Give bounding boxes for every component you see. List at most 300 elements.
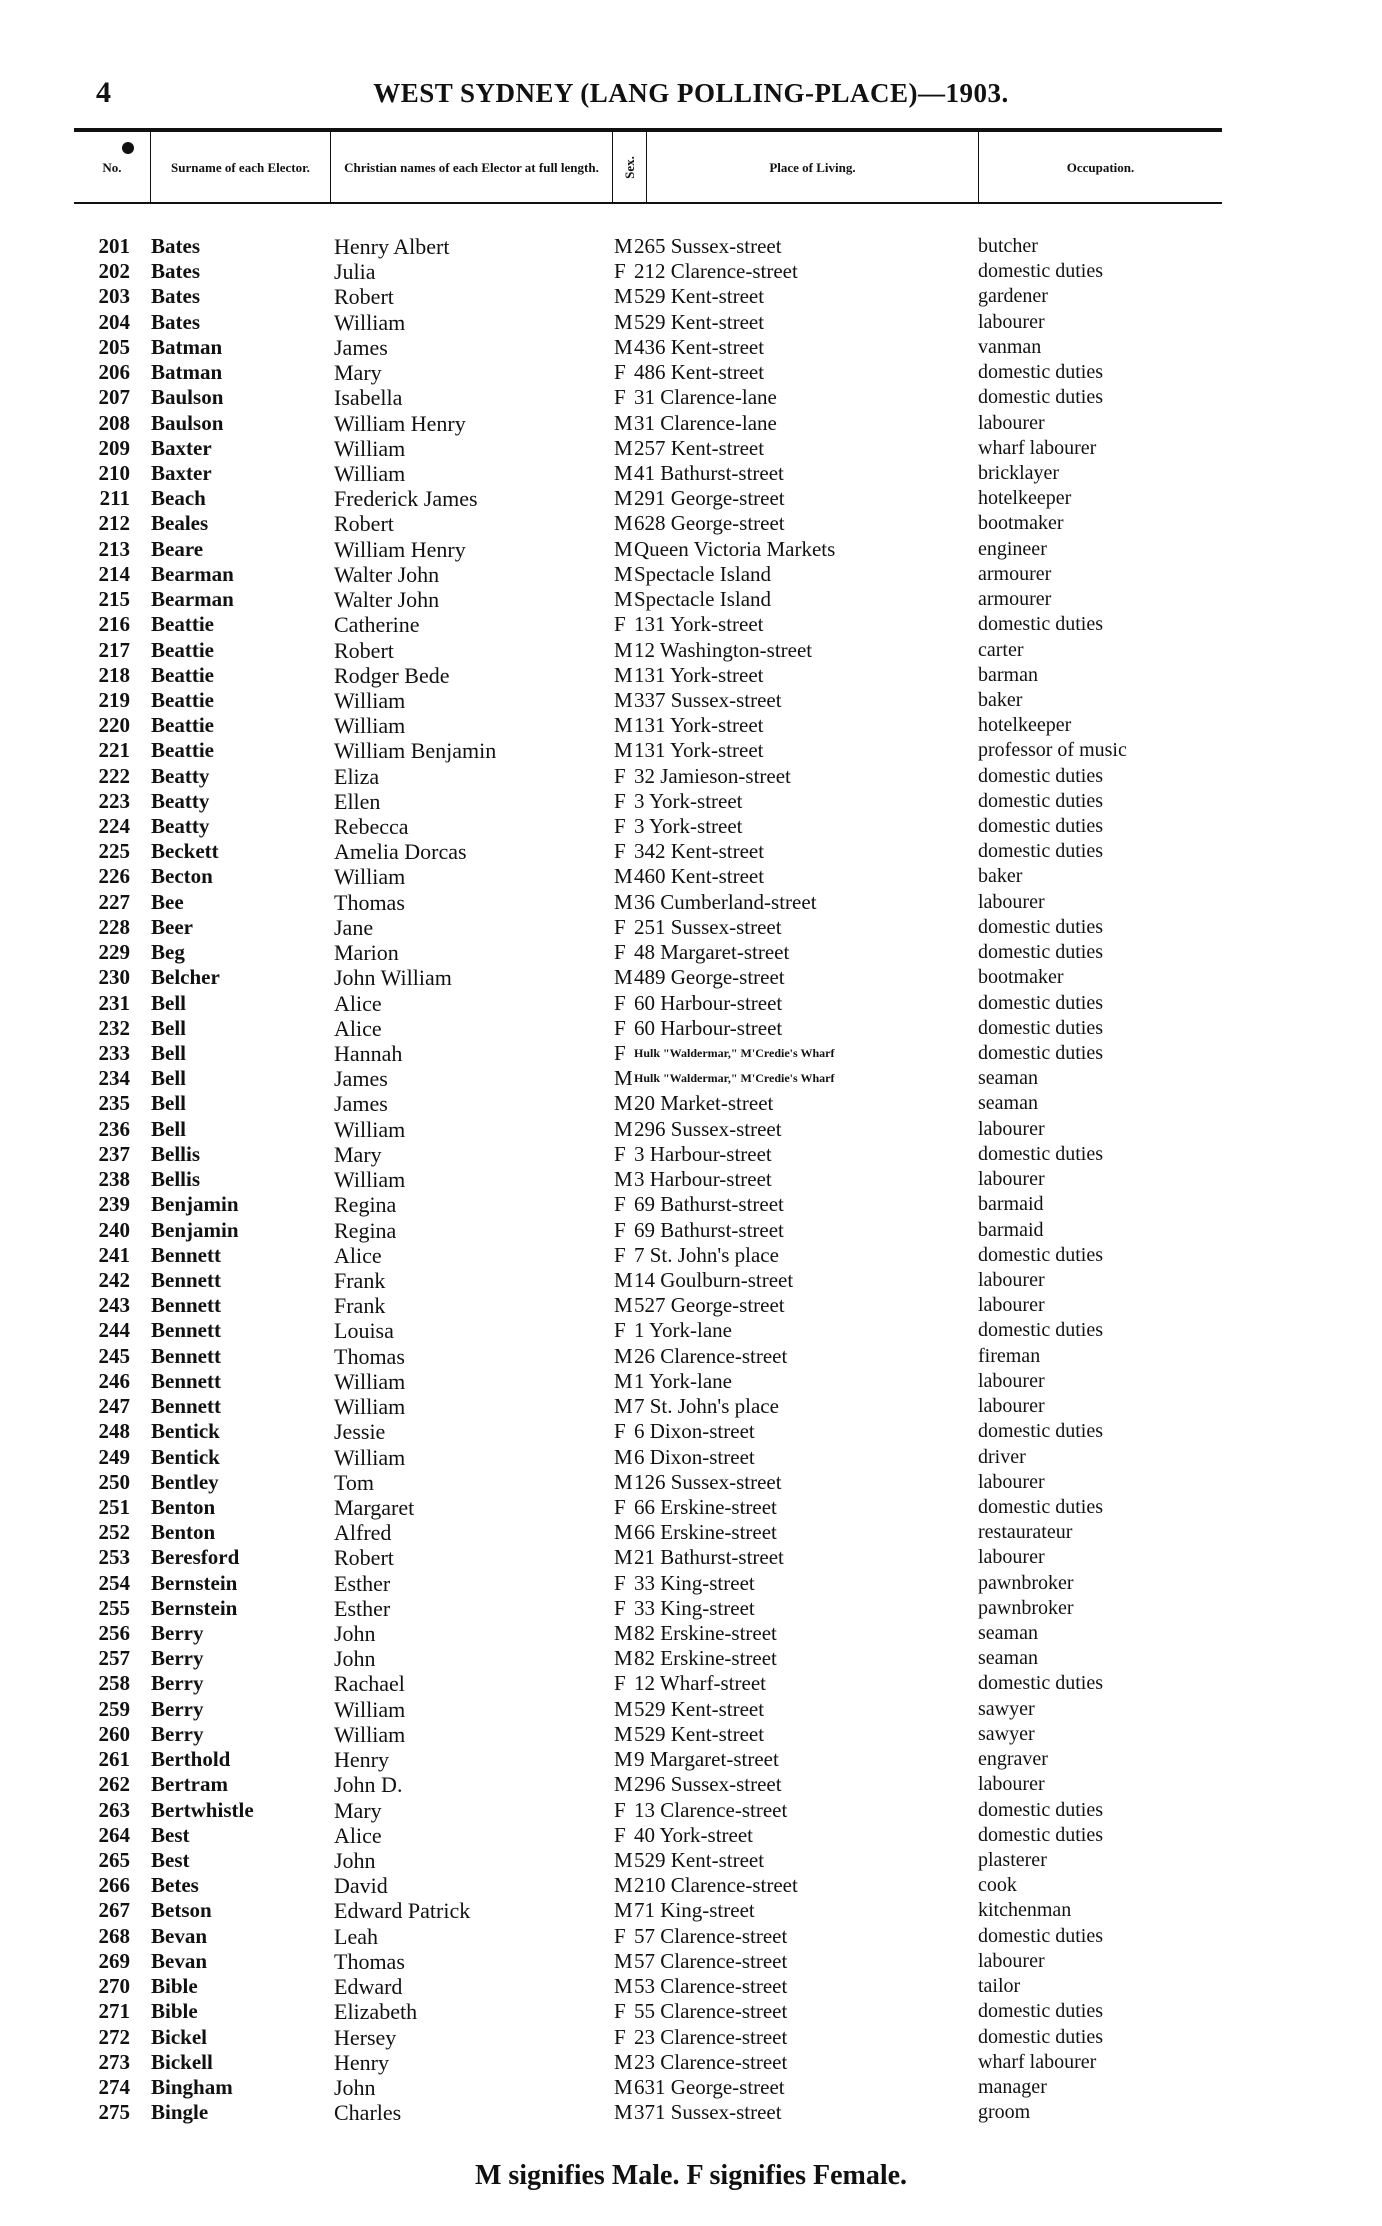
sex-cell: M (614, 284, 633, 309)
surname-cell: Berry (151, 1721, 204, 1746)
occupation-cell: labourer (978, 1470, 1045, 1493)
place-of-living-cell: 31 Clarence-lane (634, 385, 777, 410)
table-row (0, 1974, 1382, 1999)
surname-cell: Bentick (151, 1419, 220, 1444)
header-no: No. (102, 159, 122, 175)
elector-number: 201 (98, 234, 130, 258)
surname-cell: Beach (151, 486, 206, 511)
elector-number: 221 (98, 738, 130, 763)
occupation-cell: domestic duties (978, 361, 1103, 384)
elector-number: 243 (98, 1293, 130, 1318)
place-of-living-cell: 126 Sussex-street (634, 1469, 782, 1494)
surname-cell: Best (151, 1848, 190, 1872)
table-row (0, 890, 1382, 915)
occupation-cell: domestic duties (978, 1420, 1103, 1443)
christian-names-cell: Tom (334, 1469, 375, 1495)
sex-cell: M (614, 889, 633, 914)
surname-cell: Berthold (151, 1747, 231, 1772)
occupation-cell: pawnbroker (978, 1571, 1074, 1594)
christian-names-cell: Julia (334, 259, 376, 285)
table-row (0, 234, 1382, 259)
place-of-living-cell: 66 Erskine-street (634, 1494, 777, 1519)
christian-names-cell: William Benjamin (334, 738, 497, 764)
table-row (0, 1344, 1382, 1369)
place-of-living-cell: 32 Jamieson-street (634, 763, 791, 788)
table-row (0, 2075, 1382, 2100)
elector-number: 225 (98, 839, 130, 864)
place-of-living-cell: 1 York-lane (634, 1368, 732, 1393)
place-of-living-cell: 21 Bathurst-street (634, 1545, 784, 1570)
sex-cell: M (614, 864, 633, 889)
sex-cell: F (614, 1041, 626, 1065)
elector-number: 212 (98, 511, 130, 536)
surname-cell: Bible (151, 1974, 198, 1999)
place-of-living-cell: Hulk "Waldermar," M'Credie's Wharf (634, 1071, 835, 1086)
elector-number: 211 (99, 486, 130, 511)
surname-cell: Bevan (151, 1948, 208, 1973)
sex-cell: F (614, 940, 626, 965)
header-occupation: Occupation. (978, 132, 1222, 202)
place-of-living-cell: 436 Kent-street (634, 334, 765, 359)
table-row (0, 436, 1382, 461)
elector-number: 257 (98, 1646, 130, 1671)
elector-number: 216 (98, 612, 130, 637)
occupation-cell: gardener (978, 285, 1048, 308)
table-row (0, 486, 1382, 511)
occupation-cell: kitchenman (978, 1899, 1072, 1922)
surname-cell: Bellis (151, 1141, 201, 1166)
occupation-cell: bricklayer (978, 461, 1060, 484)
christian-names-cell: Robert (334, 637, 394, 663)
table-row (0, 1747, 1382, 1772)
place-of-living-cell: 337 Sussex-street (634, 687, 782, 712)
surname-cell: Beckett (151, 839, 219, 864)
elector-number: 266 (98, 1873, 130, 1898)
sex-cell: M (614, 511, 633, 536)
occupation-cell: carter (978, 638, 1024, 661)
sex-cell: F (614, 1494, 626, 1519)
sex-cell: M (614, 234, 633, 258)
surname-cell: Bates (151, 309, 200, 334)
place-of-living-cell: 529 Kent-street (634, 284, 765, 309)
christian-names-cell: Walter John (334, 561, 440, 587)
table-row (0, 2050, 1382, 2075)
place-of-living-cell: 460 Kent-street (634, 864, 765, 889)
christian-names-cell: William (334, 1368, 406, 1394)
place-of-living-cell: 131 York-street (634, 662, 764, 687)
table-row (0, 1142, 1382, 1167)
elector-number: 215 (98, 587, 130, 612)
sex-cell: M (614, 1394, 633, 1419)
place-of-living-cell: 7 St. John's place (634, 1394, 779, 1419)
occupation-cell: labourer (978, 1268, 1045, 1291)
table-row (0, 1999, 1382, 2024)
table-row (0, 1041, 1382, 1066)
header-sex (612, 132, 646, 202)
sex-cell: M (614, 536, 633, 561)
christian-names-cell: Rachael (334, 1671, 405, 1697)
sex-cell: F (614, 1797, 626, 1822)
christian-names-cell: John (334, 1646, 376, 1672)
occupation-cell: domestic duties (978, 260, 1103, 283)
surname-cell: Benjamin (151, 1192, 239, 1217)
occupation-cell: sawyer (978, 1722, 1035, 1745)
surname-cell: Beattie (151, 738, 214, 763)
elector-number: 205 (98, 334, 130, 359)
elector-number: 244 (98, 1318, 130, 1343)
place-of-living-cell: 55 Clarence-street (634, 1999, 788, 2024)
page-title: WEST SYDNEY (LANG POLLING-PLACE)—1903. (373, 78, 1009, 108)
elector-number: 235 (98, 1091, 130, 1116)
table-row (0, 1419, 1382, 1444)
occupation-cell: domestic duties (978, 1823, 1103, 1846)
place-of-living-cell: 31 Clarence-lane (634, 410, 777, 435)
place-of-living-cell: 131 York-street (634, 713, 764, 738)
christian-names-cell: William (334, 435, 406, 461)
elector-number: 270 (98, 1974, 130, 1999)
place-of-living-cell: 66 Erskine-street (634, 1520, 777, 1545)
elector-number: 202 (98, 259, 130, 284)
christian-names-cell: William (334, 713, 406, 739)
occupation-cell: labourer (978, 1168, 1045, 1191)
place-of-living-cell: 257 Kent-street (634, 435, 765, 460)
occupation-cell: domestic duties (978, 1016, 1103, 1039)
occupation-cell: domestic duties (978, 840, 1103, 863)
surname-cell: Beatty (151, 763, 210, 788)
place-of-living-cell: 631 George-street (634, 2074, 785, 2099)
table-row (0, 537, 1382, 562)
place-of-living-cell: 14 Goulburn-street (634, 1267, 794, 1292)
christian-names-cell: Edward Patrick (334, 1898, 471, 1924)
sex-cell: M (614, 1873, 633, 1898)
elector-number: 267 (98, 1898, 130, 1923)
sex-cell: M (614, 1696, 633, 1721)
surname-cell: Bates (151, 284, 200, 309)
surname-cell: Bates (151, 234, 200, 258)
christian-names-cell: Henry Albert (334, 234, 450, 259)
elector-number: 272 (98, 2024, 130, 2049)
occupation-cell: domestic duties (978, 815, 1103, 838)
occupation-cell: seaman (978, 1067, 1038, 1090)
elector-number: 217 (98, 637, 130, 662)
occupation-cell: barman (978, 663, 1038, 686)
place-of-living-cell: 36 Cumberland-street (634, 889, 817, 914)
occupation-cell: pawnbroker (978, 1596, 1074, 1619)
table-row (0, 1520, 1382, 1545)
elector-number: 232 (98, 1015, 130, 1040)
occupation-cell: barmaid (978, 1193, 1044, 1216)
surname-cell: Benton (151, 1494, 216, 1519)
surname-cell: Bellis (151, 1167, 201, 1192)
christian-names-cell: Isabella (334, 385, 403, 411)
surname-cell: Beare (151, 536, 204, 561)
surname-cell: Batman (151, 334, 223, 359)
christian-names-cell: Hannah (334, 1041, 403, 1066)
christian-names-cell: William (334, 309, 406, 335)
surname-cell: Bernstein (151, 1570, 238, 1595)
christian-names-cell: Regina (334, 1192, 397, 1218)
sex-cell: M (614, 1116, 633, 1141)
table-row (0, 1495, 1382, 1520)
elector-number: 255 (98, 1595, 130, 1620)
surname-cell: Berry (151, 1671, 204, 1696)
surname-cell: Bennett (151, 1242, 221, 1267)
christian-names-cell: Thomas (334, 1343, 405, 1369)
christian-names-cell: Robert (334, 511, 394, 537)
occupation-cell: cook (978, 1874, 1017, 1897)
place-of-living-cell: 7 St. John's place (634, 1242, 779, 1267)
table-row (0, 1772, 1382, 1797)
christian-names-cell: William (334, 1116, 406, 1142)
elector-number: 209 (98, 435, 130, 460)
place-of-living-cell: 529 Kent-street (634, 1696, 765, 1721)
table-row (0, 940, 1382, 965)
place-of-living-cell: 23 Clarence-street (634, 2049, 788, 2074)
place-of-living-cell: 6 Dixon-street (634, 1419, 755, 1444)
surname-cell: Beales (151, 511, 209, 536)
christian-names-cell: Regina (334, 1217, 397, 1243)
surname-cell: Best (151, 1822, 190, 1847)
place-of-living-cell: 527 George-street (634, 1293, 785, 1318)
place-of-living-cell: 251 Sussex-street (634, 914, 782, 939)
place-of-living-cell: 131 York-street (634, 738, 764, 763)
elector-number: 218 (98, 662, 130, 687)
table-row (0, 764, 1382, 789)
elector-number: 250 (98, 1469, 130, 1494)
surname-cell: Betson (151, 1898, 212, 1923)
sex-cell: F (614, 1217, 626, 1242)
table-row (0, 335, 1382, 360)
sex-cell: M (614, 662, 633, 687)
occupation-cell: butcher (978, 235, 1038, 257)
place-of-living-cell: 69 Bathurst-street (634, 1217, 784, 1242)
christian-names-cell: John (334, 2074, 376, 2100)
elector-number: 224 (98, 814, 130, 839)
place-of-living-cell: 71 King-street (634, 1898, 755, 1923)
sex-cell: M (614, 1091, 633, 1116)
surname-cell: Bickell (151, 2049, 213, 2074)
elector-number: 210 (98, 460, 130, 485)
sex-cell: M (614, 1167, 633, 1192)
place-of-living-cell: 3 Harbour-street (634, 1141, 772, 1166)
place-of-living-cell: 82 Erskine-street (634, 1621, 777, 1646)
occupation-cell: manager (978, 2075, 1047, 2098)
sex-cell: M (614, 460, 633, 485)
occupation-cell: domestic duties (978, 2025, 1103, 2048)
elector-number: 254 (98, 1570, 130, 1595)
occupation-cell: domestic duties (978, 1042, 1103, 1064)
christian-names-cell: Frank (334, 1293, 386, 1319)
christian-names-cell: Walter John (334, 587, 440, 613)
elector-number: 230 (98, 965, 130, 990)
place-of-living-cell: 57 Clarence-street (634, 1923, 788, 1948)
elector-number: 265 (98, 1848, 130, 1872)
surname-cell: Beg (151, 940, 185, 965)
table-row (0, 1167, 1382, 1192)
elector-number: 262 (98, 1772, 130, 1797)
occupation-cell: labourer (978, 310, 1045, 333)
place-of-living-cell: 9 Margaret-street (634, 1747, 779, 1772)
sex-cell: M (614, 1343, 633, 1368)
table-row (0, 1016, 1382, 1041)
place-of-living-cell: 26 Clarence-street (634, 1343, 788, 1368)
sex-cell: M (614, 2100, 633, 2125)
sex-cell: F (614, 1192, 626, 1217)
sex-cell: M (614, 2074, 633, 2099)
surname-cell: Beatty (151, 788, 210, 813)
occupation-cell: domestic duties (978, 1319, 1103, 1342)
table-row (0, 284, 1382, 309)
surname-cell: Beattie (151, 637, 214, 662)
christian-names-cell: Jessie (334, 1419, 386, 1445)
elector-number: 219 (98, 687, 130, 712)
table-row (0, 1268, 1382, 1293)
elector-number: 256 (98, 1621, 130, 1646)
elector-number: 274 (98, 2074, 130, 2099)
surname-cell: Bevan (151, 1923, 208, 1948)
sex-cell: F (614, 612, 626, 637)
sex-cell: M (614, 1898, 633, 1923)
occupation-cell: fireman (978, 1344, 1041, 1367)
christian-names-cell: John D. (334, 1772, 403, 1798)
christian-names-cell: Hersey (334, 2024, 397, 2050)
place-of-living-cell: 489 George-street (634, 965, 785, 990)
table-row (0, 713, 1382, 738)
place-of-living-cell: 20 Market-street (634, 1091, 774, 1116)
sex-cell: M (614, 1772, 633, 1797)
table-row (0, 1470, 1382, 1495)
occupation-cell: domestic duties (978, 1924, 1103, 1947)
sex-cell: F (614, 1822, 626, 1847)
table-row (0, 385, 1382, 410)
christian-names-cell: Charles (334, 2100, 402, 2126)
occupation-cell: seaman (978, 1647, 1038, 1670)
occupation-cell: domestic duties (978, 1495, 1103, 1518)
place-of-living-cell: 486 Kent-street (634, 360, 765, 385)
surname-cell: Bible (151, 1999, 198, 2024)
occupation-cell: hotelkeeper (978, 487, 1072, 510)
christian-names-cell: Thomas (334, 1948, 405, 1974)
place-of-living-cell: Spectacle Island (634, 561, 772, 586)
sex-cell: F (614, 1923, 626, 1948)
sex-cell: F (614, 1595, 626, 1620)
table-row (0, 1091, 1382, 1116)
sex-cell: F (614, 990, 626, 1015)
surname-cell: Bennett (151, 1343, 221, 1368)
occupation-cell: domestic duties (978, 991, 1103, 1014)
elector-number: 234 (98, 1066, 130, 1091)
occupation-cell: armourer (978, 588, 1052, 611)
sex-cell: M (614, 738, 633, 763)
table-row (0, 1722, 1382, 1747)
christian-names-cell: James (334, 334, 388, 360)
occupation-cell: domestic duties (978, 613, 1103, 636)
christian-names-cell: Eliza (334, 763, 380, 789)
place-of-living-cell: 6 Dixon-street (634, 1444, 755, 1469)
place-of-living-cell: 529 Kent-street (634, 1721, 765, 1746)
sex-cell: M (614, 486, 633, 511)
sex-cell: M (614, 687, 633, 712)
header-christian-names: Christian names of each Elector at full length. (330, 132, 612, 202)
table-row (0, 1243, 1382, 1268)
christian-names-cell: Thomas (334, 889, 405, 915)
surname-cell: Belcher (151, 965, 220, 990)
occupation-cell: labourer (978, 1117, 1045, 1140)
place-of-living-cell: 210 Clarence-street (634, 1873, 798, 1898)
place-of-living-cell: 33 King-street (634, 1570, 755, 1595)
christian-names-cell: Henry (334, 1747, 389, 1773)
occupation-cell: domestic duties (978, 915, 1103, 938)
table-row (0, 864, 1382, 889)
table-row (0, 1949, 1382, 1974)
table-row (0, 1545, 1382, 1570)
christian-names-cell: Rebecca (334, 814, 409, 840)
table-row (0, 1571, 1382, 1596)
place-of-living-cell: 23 Clarence-street (634, 2024, 788, 2049)
elector-number: 237 (98, 1141, 130, 1166)
surname-cell: Bennett (151, 1394, 221, 1419)
sex-cell: F (614, 1671, 626, 1696)
sex-cell: F (614, 1419, 626, 1444)
place-of-living-cell: 529 Kent-street (634, 309, 765, 334)
place-of-living-cell: 3 York-street (634, 788, 743, 813)
christian-names-cell: William (334, 460, 406, 486)
christian-names-cell: Rodger Bede (334, 662, 450, 688)
occupation-cell: armourer (978, 562, 1052, 585)
table-row (0, 663, 1382, 688)
occupation-cell: driver (978, 1445, 1026, 1468)
place-of-living-cell: 212 Clarence-street (634, 259, 798, 284)
place-of-living-cell: Queen Victoria Markets (634, 536, 836, 561)
place-of-living-cell: 628 George-street (634, 511, 785, 536)
elector-number: 259 (98, 1696, 130, 1721)
christian-names-cell: Robert (334, 284, 394, 310)
sex-cell: M (614, 1621, 633, 1646)
elector-number: 214 (98, 561, 130, 586)
header-sex-label: Sex. (622, 155, 637, 179)
occupation-cell: plasterer (978, 1849, 1047, 1871)
table-row (0, 1293, 1382, 1318)
header-place-of-living: Place of Living. (646, 132, 978, 202)
christian-names-cell: William (334, 1444, 406, 1470)
christian-names-cell: Jane (334, 914, 374, 940)
elector-number: 245 (98, 1343, 130, 1368)
surname-cell: Berry (151, 1646, 204, 1671)
surname-cell: Bingham (151, 2074, 233, 2099)
occupation-cell: wharf labourer (978, 2050, 1097, 2073)
table-row (0, 1369, 1382, 1394)
occupation-cell: labourer (978, 890, 1045, 913)
sex-cell: M (614, 1848, 633, 1872)
occupation-cell: bootmaker (978, 966, 1064, 989)
table-row (0, 612, 1382, 637)
surname-cell: Bernstein (151, 1595, 238, 1620)
table-row (0, 1924, 1382, 1949)
surname-cell: Bell (151, 990, 186, 1015)
sex-cell: F (614, 1999, 626, 2024)
surname-cell: Beattie (151, 713, 214, 738)
place-of-living-cell: 60 Harbour-street (634, 990, 783, 1015)
table-row (0, 915, 1382, 940)
surname-cell: Baxter (151, 435, 212, 460)
surname-cell: Bickel (151, 2024, 207, 2049)
place-of-living-cell: 3 Harbour-street (634, 1167, 772, 1192)
place-of-living-cell: 41 Bathurst-street (634, 460, 784, 485)
sex-cell: M (614, 587, 633, 612)
elector-number: 264 (98, 1822, 130, 1847)
elector-list (0, 234, 1382, 2125)
table-row (0, 1823, 1382, 1848)
